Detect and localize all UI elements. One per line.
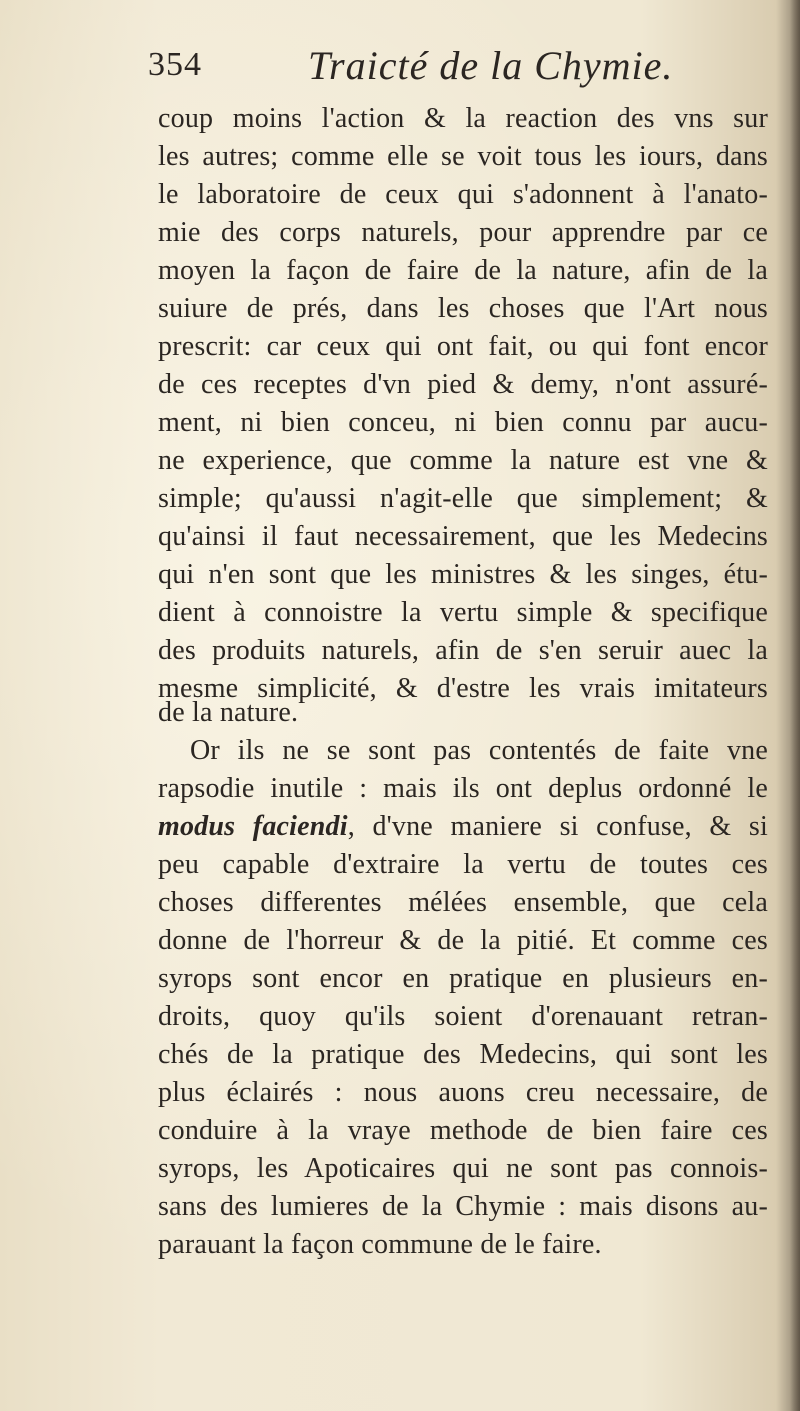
text-line: les autres; comme elle se voit tous les iours, dans (158, 141, 768, 172)
text-line: le laboratoire de ceux qui s'adonnent à l'anato- (158, 179, 768, 210)
text-line: plus éclairés : nous auons creu necessaire, de (158, 1077, 768, 1108)
page-edge-shadow (790, 0, 800, 1411)
text-line: peu capable d'extraire la vertu de toutes ces (158, 849, 768, 880)
text-line: de ces receptes d'vn pied & demy, n'ont assuré- (158, 369, 768, 400)
text-line-with-italic (158, 807, 768, 847)
text-line: rapsodie inutile : mais ils ont deplus ordonné le (158, 773, 768, 804)
text-line: simple; qu'aussi n'agit-elle que simplement; & (158, 483, 768, 514)
text-line: mesme simplicité, & d'estre les vrais imitateurs (158, 673, 768, 704)
text-line: chés de la pratique des Medecins, qui sont les (158, 1039, 768, 1070)
paragraph-first-line: Or ils ne se sont pas contentés de faite vne (190, 735, 768, 766)
text-line: qui n'en sont que les ministres & les singes, étu- (158, 559, 768, 590)
text-line: syrops, les Apoticaires qui ne sont pas connois- (158, 1153, 768, 1184)
text-line: choses differentes mélées ensemble, que cela (158, 887, 768, 918)
text-line: dient à connoistre la vertu simple & specifique (158, 597, 768, 628)
text-line: de la nature. (158, 697, 299, 728)
page-number: 354 (148, 46, 202, 83)
text-line: des produits naturels, afin de s'en seruir auec la (158, 635, 768, 666)
text-line: moyen la façon de faire de la nature, afin de la (158, 255, 768, 286)
text-line: ment, ni bien conceu, ni bien connu par aucu- (158, 407, 768, 438)
text-line: sans des lumieres de la Chymie : mais disons au- (158, 1191, 768, 1222)
text-line: droits, quoy qu'ils soient d'orenauant retran- (158, 1001, 768, 1032)
text-line: parauant la façon commune de le faire. (158, 1229, 602, 1260)
text-line: qu'ainsi il faut necessairement, que les Medecins (158, 521, 768, 552)
text-line: coup moins l'action & la reaction des vns sur (158, 103, 768, 134)
latin-phrase: modus faciendi (158, 811, 348, 842)
page-header (148, 42, 708, 94)
text-line: conduire à la vraye methode de bien faire ces (158, 1115, 768, 1146)
text-line: prescrit: car ceux qui ont fait, ou qui font encor (158, 331, 768, 362)
text-line: ne experience, que comme la nature est vne & (158, 445, 768, 476)
running-title: Traicté de la Chymie. (308, 43, 674, 88)
text-line: syrops sont encor en pratique en plusieurs en- (158, 963, 768, 994)
text-line: donne de l'horreur & de la pitié. Et comme ces (158, 925, 768, 956)
text-line: suiure de prés, dans les choses que l'Art nous (158, 293, 768, 324)
text-fragment: , d'vne maniere si confuse, & si (347, 811, 768, 842)
text-line: mie des corps naturels, pour apprendre par ce (158, 217, 768, 248)
